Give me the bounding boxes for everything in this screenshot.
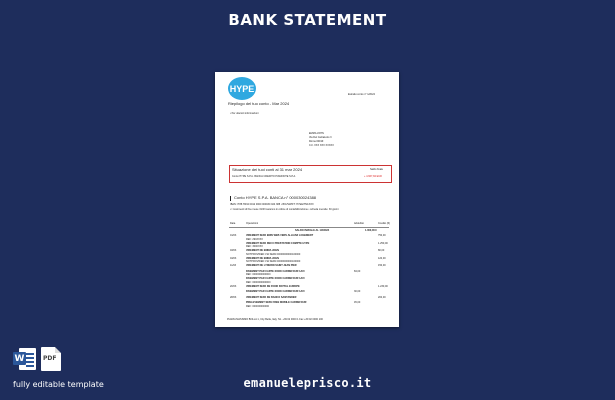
situation-box [229, 165, 392, 183]
row-credit: 200,00 [378, 295, 386, 299]
word-letter: W [14, 353, 25, 364]
row-description: VIREMENT SEPA DE FOOD PAYPAL EUROPE [246, 284, 300, 288]
col-header-date: Data [230, 222, 236, 225]
row-credit: 120,00 [378, 256, 386, 260]
row-debit: 84,00 [354, 269, 361, 273]
row-date: 03/03 [230, 249, 237, 252]
row-reference: NOTPROVIDED VIA SEPA 00000000000100000 [246, 260, 301, 263]
opening-label: SALDO INIZIALE AL 1/3/2024 [295, 229, 330, 232]
address-line: C.F. XXX XXX XXXXX [309, 144, 334, 147]
row-description: PAIEMENT PAR CARTE X0000 CARREFOUR 1AVI [246, 269, 305, 273]
row-credit: 150,00 [378, 264, 386, 267]
account-info: • I movimenti di fine mese 31/03 saranno in ordine di contabilizzazione • scheda mensile: 30 giorni [230, 208, 339, 211]
bank-logo: HYPE [228, 77, 256, 100]
row-date: 01/03 [230, 234, 237, 237]
row-credit: 1.230,00 [378, 284, 388, 288]
account-info: IBAN: IT88 H034 0012 0000 000030 024 388 • BIC/SWIFT: HYEEITM1XXX [230, 203, 314, 206]
row-description: VIREMENT DE LYDERIN SAINT JEAN PIER [246, 264, 297, 267]
pdf-file-icon [41, 347, 61, 371]
row-reference: REF: 3000XXX [246, 245, 263, 248]
small-note: • Per ulteriori informazioni [230, 112, 259, 115]
address-line: Via Del Calzaiuolo 3 [309, 136, 332, 139]
site-name: emanueleprisco.it [243, 376, 372, 390]
situation-line: Conto HYPE S.P.A. BANCA CREDITO PIAMONTE S.P.A. [232, 175, 296, 178]
situation-balance: + 4.667,84 EUR [364, 175, 382, 178]
word-file-icon [13, 347, 37, 371]
row-date: 20/03 [230, 284, 237, 288]
page-title: BANK STATEMENT [228, 11, 387, 29]
statement-number: Estratto conto n° 1/2024 [348, 93, 375, 96]
row-reference: NOTPROVIDED VIA SEPA 00000000000100000 [246, 252, 301, 256]
opening-value: 1.000,00 € [365, 229, 377, 232]
row-date: 28/03 [230, 295, 237, 299]
row-description: VIREMENT DE EMMA JOHN [246, 256, 279, 260]
row-description: VIREMENT SEPA DE BANCO SANTANDER [246, 295, 297, 299]
row-credit: 750,00 [378, 234, 386, 237]
row-description: VIREMENT DE EMMA JOHN [246, 249, 279, 252]
row-description: PRELEVEMENT SEPA FREE MOBILE CARREFOUR [246, 301, 307, 304]
table-rule [229, 227, 389, 228]
row-reference: REF: 2903XXX [246, 237, 263, 241]
statement-document [215, 72, 399, 327]
editable-template-caption: fully editable template [13, 380, 104, 389]
pdf-label: PDF [43, 355, 57, 362]
row-debit: 30,00 [354, 290, 361, 293]
row-date: 04/03 [230, 256, 237, 260]
address-line: EMMA JOHN [309, 132, 324, 135]
col-header-credit: Credito (€) [378, 222, 390, 225]
row-credit: 80,00 [378, 249, 385, 252]
row-description: PAIEMENT PAR CARTE X0000 CARREFOUR 1AVI [246, 290, 305, 293]
row-reference: REF: 0000000000000 [246, 273, 271, 276]
row-debit: 45,00 [354, 301, 361, 304]
col-header-debit: Addebito [354, 222, 364, 225]
row-description: PAIEMENT PAR CARTE X0000 CARREFOUR 1AVI [246, 277, 305, 280]
statement-heading: Riepilogo del tuo conto - Mar 2024 [228, 101, 290, 106]
situation-label: Saldo finale [370, 168, 384, 171]
situation-title: Situazione dei tuoi conti al 31 mar 2024 [232, 167, 303, 172]
bank-address-footer: PIAZZA MASSIMO BOLLA 1, City Bella, Italy, Tel. +39 02 0000 1 Fax +39 02 0000 100 [227, 318, 323, 321]
row-description: VIREMENT SEPA RECU PRESTATION COMPTE HYPE [246, 241, 310, 245]
row-reference: REF: 000000000000 [246, 304, 270, 308]
row-credit: 1.250,00 [378, 241, 388, 245]
col-header-operations: Operazioni [246, 222, 259, 225]
account-title: Conto HYPE S.P.A. BANCA n° 000030024388 [234, 195, 317, 200]
section-marker [230, 196, 231, 201]
row-date: 11/03 [230, 264, 237, 267]
row-description: VIREMENT SEPA EMIS WEB VERS ALLIANZ LOGEMENT [246, 234, 314, 237]
address-line: Roma 00199 [309, 140, 324, 143]
row-reference: REF: 0000000000000 [246, 280, 271, 284]
format-icons [13, 347, 61, 371]
